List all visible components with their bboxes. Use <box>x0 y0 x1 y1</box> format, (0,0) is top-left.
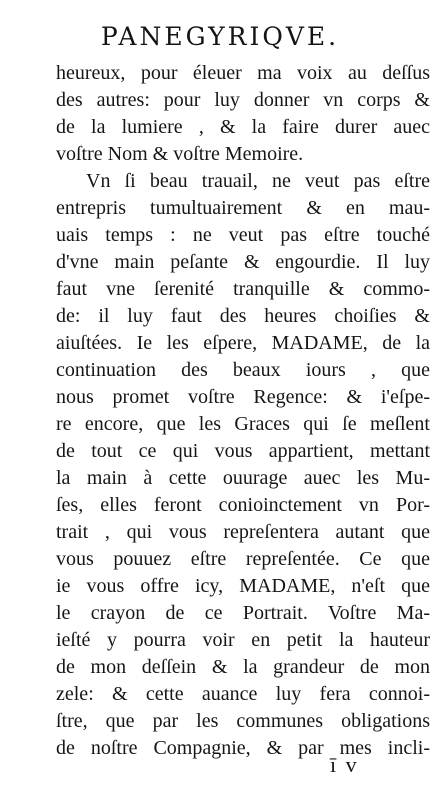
text-line: re encore, que les Graces qui ſe meſlent <box>56 413 430 435</box>
text-line: d'vne main peſante & engourdie. Il luy <box>56 251 430 273</box>
text-line: la main à cette ouurage auec les Mu- <box>56 467 430 489</box>
running-head: PANEGYRIQVE. <box>100 22 340 51</box>
text-line: faut vne ſerenité tranquille & commo- <box>56 278 430 300</box>
text-line: de: il luy faut des heures choiſies & <box>56 305 430 327</box>
text-line: uais temps : ne veut pas eſtre touché <box>56 224 430 246</box>
text-line: ie vous offre icy, MADAME, n'eſt que <box>56 575 430 597</box>
text-line: de la lumiere , & la faire durer auec <box>56 116 430 138</box>
text-line: de noſtre Compagnie, & par mes incli- <box>56 737 430 759</box>
text-line: heureux, pour éleuer ma voix au deſſus <box>56 62 430 84</box>
text-line: de tout ce qui vous appartient, mettant <box>56 440 430 462</box>
text-line: continuation des beaux iours , que <box>56 359 430 381</box>
text-line: de mon deſſein & la grandeur de mon <box>56 656 430 678</box>
text-line: des autres: pour luy donner vn corps & <box>56 89 430 111</box>
text-line: le crayon de ce Portrait. Voſtre Ma- <box>56 602 430 624</box>
text-line: ieſté y pourra voir en petit la hauteur <box>56 629 430 651</box>
text-line: entrepris tumultuairement & en mau- <box>56 197 430 219</box>
signature-mark: ī v <box>330 752 359 777</box>
body-text <box>56 60 430 762</box>
text-line: vous pouuez eſtre repreſentée. Ce que <box>56 548 430 570</box>
text-line: ſtre, que par les communes obligations <box>56 710 430 732</box>
text-line: ſes, elles feront conioinctement vn Por- <box>56 494 430 516</box>
paragraph-first-line: Vn ſi beau trauail, ne veut pas eſtre <box>86 170 430 192</box>
text-line: aiuſtées. Ie les eſpere, MADAME, de la <box>56 332 430 354</box>
text-line: trait , qui vous repreſentera autant que <box>56 521 430 543</box>
text-line: voſtre Nom & voſtre Memoire. <box>56 143 304 165</box>
text-line: nous promet voſtre Regence: & i'eſpe- <box>56 386 430 408</box>
text-line: zele: & cette auance luy fera connoi- <box>56 683 430 705</box>
